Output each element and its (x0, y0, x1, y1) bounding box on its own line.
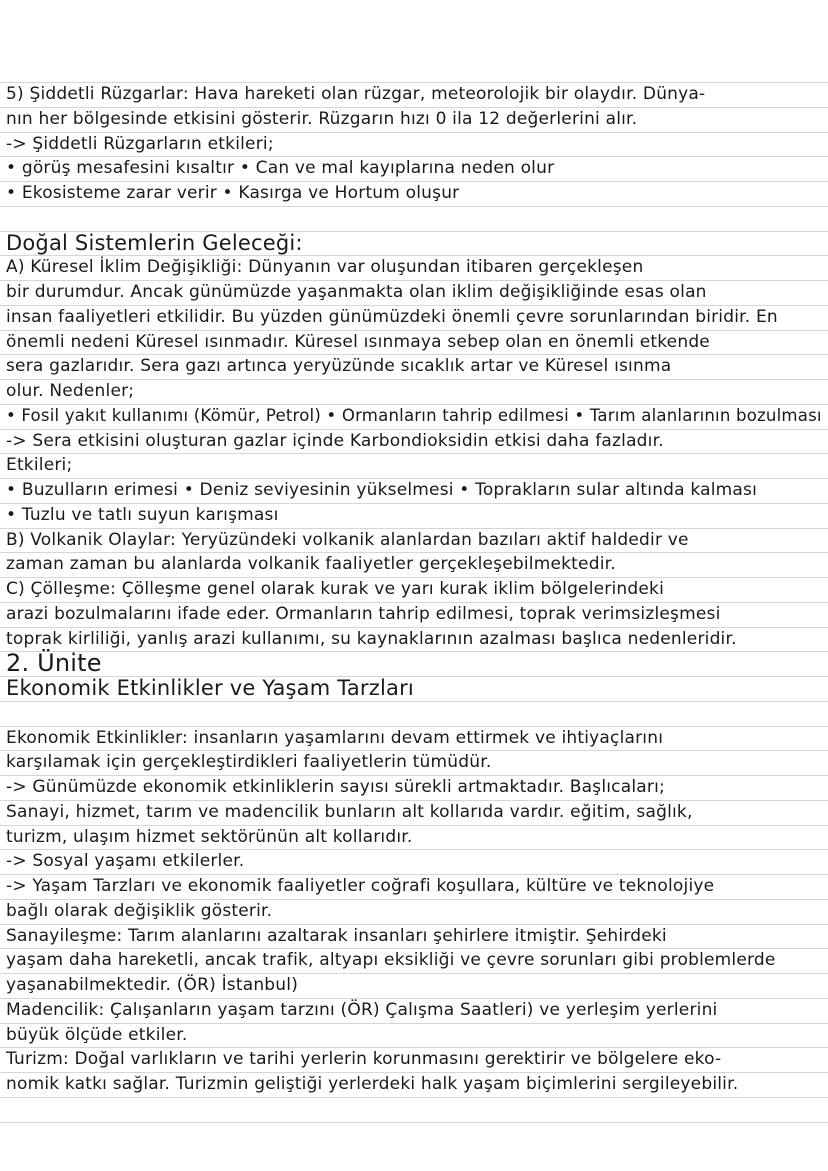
note-line-text: nomik katkı sağlar. Turizmin geliştiği yerlerdeki halk yaşam biçimlerini sergileyebilir. (6, 1074, 739, 1094)
note-line-text: B) Volkanik Olaylar: Yeryüzündeki volkanik alanlardan bazıları aktif haldedir ve (6, 530, 689, 550)
note-line (6, 750, 824, 775)
note-line-text: önemli nedeni Küresel ısınmadır. Küresel ısınmaya sebep olan en önemli etkende (6, 332, 710, 352)
note-line-text: • görüş mesafesini kısaltır • Can ve mal kayıplarına neden olur (6, 158, 555, 178)
note-line-text: karşılamak için gerçekleştirdikleri faaliyetlerin tümüdür. (6, 752, 492, 772)
note-line-text: bir durumdur. Ancak günümüzde yaşanmakta olan iklim değişikliğinde esas olan (6, 282, 707, 302)
note-line (6, 577, 824, 602)
note-line (6, 998, 824, 1023)
note-line-text: yaşam daha hareketli, ancak trafik, altyapı eksikliği ve çevre sorunları gibi problemlerde (6, 950, 776, 970)
note-line (6, 973, 824, 998)
note-line (6, 82, 824, 107)
note-line (6, 379, 824, 404)
note-line (6, 602, 824, 627)
note-line (6, 1072, 824, 1097)
note-line-text: Madencilik: Çalışanların yaşam tarzını (ÖR) Çalışma Saatleri) ve yerleşim yerlerini (6, 1000, 718, 1020)
note-line-text: -> Yaşam Tarzları ve ekonomik faaliyetler coğrafi koşullara, kültüre ve teknolojiye (6, 876, 715, 896)
note-line (6, 330, 824, 355)
note-line-text: • Ekosisteme zarar verir • Kasırga ve Hortum oluşur (6, 183, 460, 203)
note-line-text: 5) Şiddetli Rüzgarlar: Hava hareketi olan rüzgar, meteorolojik bir olaydır. Dünya- (6, 84, 706, 104)
note-line (6, 453, 824, 478)
note-line-text: yaşanabilmektedir. (ÖR) İstanbul) (6, 975, 299, 995)
note-line (6, 1047, 824, 1072)
note-line (6, 775, 824, 800)
note-line (6, 552, 824, 577)
note-line (6, 825, 824, 850)
note-line (6, 649, 824, 677)
note-line (6, 231, 824, 256)
note-line (6, 478, 824, 503)
ruled-line (0, 1122, 828, 1123)
note-line-text: Sanayi, hizmet, tarım ve madencilik bunların alt kollarıda vardır. eğitim, sağlık, (6, 802, 693, 822)
note-line-text: -> Sosyal yaşamı etkilerler. (6, 851, 245, 871)
note-line-text: -> Sera etkisini oluşturan gazlar içinde Karbondioksidin etkisi daha fazladır. (6, 431, 664, 451)
note-line-text: -> Günümüzde ekonomik etkinliklerin sayısı sürekli artmaktadır. Başlıcaları; (6, 777, 665, 797)
note-line-text: Etkileri; (6, 455, 73, 475)
note-line (6, 899, 824, 924)
ruled-line (0, 701, 828, 702)
note-line (6, 156, 824, 181)
note-line-text: insan faaliyetleri etkilidir. Bu yüzden günümüzdeki önemli çevre sorunlarından biridir. En (6, 307, 778, 327)
note-line (6, 528, 824, 553)
note-line (6, 800, 824, 825)
note-line (6, 924, 824, 949)
note-line (6, 280, 824, 305)
note-line-text: toprak kirliliği, yanlış arazi kullanımı, su kaynaklarının azalması başlıca nedenleridir. (6, 629, 737, 649)
note-line-text: -> Şiddetli Rüzgarların etkileri; (6, 134, 274, 154)
note-line (6, 255, 824, 280)
note-line (6, 1023, 824, 1048)
note-line (6, 726, 824, 751)
note-line (6, 503, 824, 528)
note-line-text: zaman zaman bu alanlarda volkanik faaliyetler gerçekleşebilmektedir. (6, 554, 616, 574)
note-line-text: Ekonomik Etkinlikler: insanların yaşamlarını devam ettirmek ve ihtiyaçlarını (6, 728, 664, 748)
note-line (6, 874, 824, 899)
note-line (6, 107, 824, 132)
note-line-text: • Buzulların erimesi • Deniz seviyesinin yükselmesi • Toprakların sular altında kalması (6, 480, 758, 500)
note-line-text: sera gazlarıdır. Sera gazı artınca yeryüzünde sıcaklık artar ve Küresel ısınma (6, 356, 672, 376)
note-line (6, 849, 824, 874)
note-line (6, 132, 824, 157)
note-line (6, 948, 824, 973)
note-line-text: nın her bölgesinde etkisini gösterir. Rüzgarın hızı 0 ila 12 değerlerini alır. (6, 109, 638, 129)
note-line (6, 429, 824, 454)
note-line-text: arazi bozulmalarını ifade eder. Ormanların tahrip edilmesi, toprak verimsizleşmesi (6, 604, 721, 624)
note-line-text: C) Çölleşme: Çölleşme genel olarak kurak ve yarı kurak iklim bölgelerindeki (6, 579, 665, 599)
note-line-text: Ekonomik Etkinlikler ve Yaşam Tarzları (6, 676, 414, 700)
note-line (6, 181, 824, 206)
note-line-text: Turizm: Doğal varlıkların ve tarihi yerlerin korunmasını gerektirir ve bölgelere eko- (6, 1049, 722, 1069)
note-line (6, 676, 824, 701)
note-line-text: olur. Nedenler; (6, 381, 135, 401)
note-line (6, 404, 822, 429)
ruled-line (0, 1097, 828, 1098)
note-line (6, 354, 824, 379)
note-line-text: Sanayileşme: Tarım alanlarını azaltarak insanları şehirlere itmiştir. Şehirdeki (6, 926, 667, 946)
note-line-text: bağlı olarak değişiklik gösterir. (6, 901, 273, 921)
note-line-text: 2. Ünite (6, 649, 102, 677)
note-line-text: • Tuzlu ve tatlı suyun karışması (6, 505, 279, 525)
note-line-text: Doğal Sistemlerin Geleceği: (6, 231, 303, 255)
note-line-text: turizm, ulaşım hizmet sektörünün alt kollarıdır. (6, 827, 413, 847)
note-line (6, 305, 824, 330)
ruled-line (0, 206, 828, 207)
note-line-text: büyük ölçüde etkiler. (6, 1025, 188, 1045)
note-line-text: A) Küresel İklim Değişikliği: Dünyanın var oluşundan itibaren gerçekleşen (6, 257, 644, 277)
note-line-text: • Fosil yakıt kullanımı (Kömür, Petrol) • Ormanların tahrip edilmesi • Tarım alanlarının bozulması (6, 406, 822, 426)
